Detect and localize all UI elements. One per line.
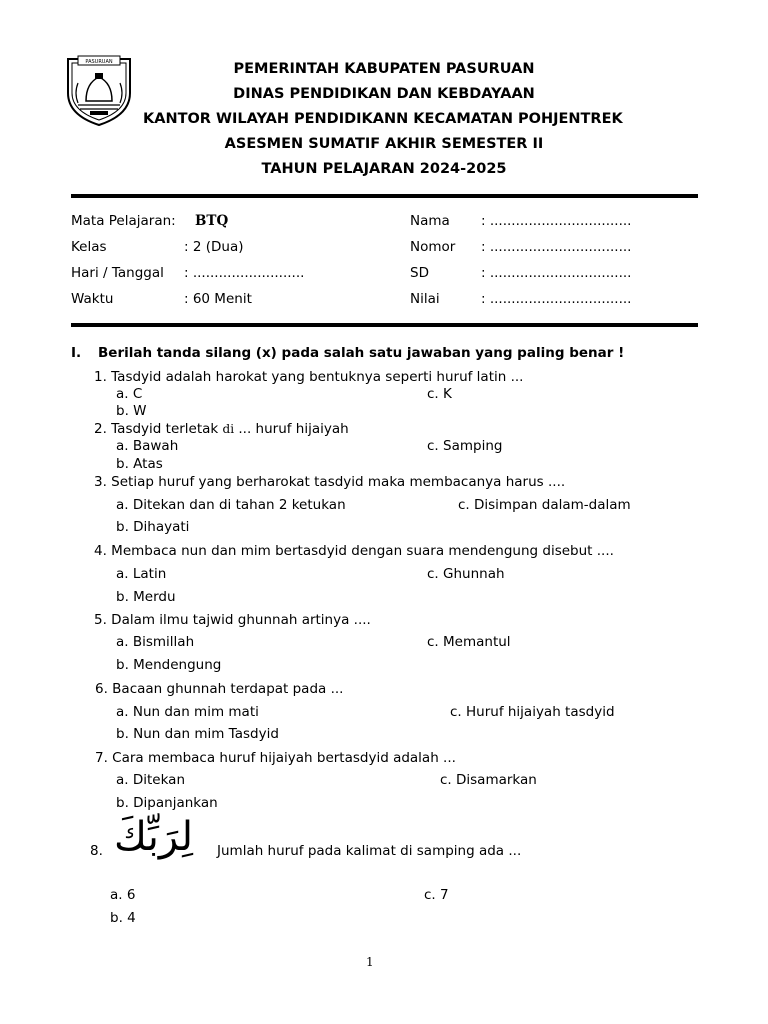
q6-option-c: c. Huruf hijaiyah tasdyid: [450, 704, 615, 720]
day-date-value: : ..........................: [184, 265, 305, 281]
q3-option-c: c. Disimpan dalam-dalam: [458, 497, 631, 513]
q6-option-a: a. Nun dan mim mati: [116, 704, 259, 720]
q2-option-a: a. Bawah: [116, 438, 179, 454]
question-5: 5. Dalam ilmu tajwid ghunnah artinya ....: [94, 612, 371, 628]
question-8-number: 8.: [90, 843, 103, 859]
q5-option-a: a. Bismillah: [116, 634, 195, 650]
question-2: [94, 421, 349, 437]
question-2-text-end: ... huruf hijaiyah: [234, 421, 349, 437]
q3-option-b: b. Dihayati: [116, 519, 190, 535]
question-6: 6. Bacaan ghunnah terdapat pada ...: [95, 681, 344, 697]
question-4: 4. Membaca nun dan mim bertasdyid dengan suara mendengung disebut ....: [94, 543, 614, 559]
header-line-4: ASESMEN SUMATIF AKHIR SEMESTER II: [224, 136, 544, 152]
q7-option-a: a. Ditekan: [116, 772, 186, 788]
section-instruction: Berilah tanda silang (x) pada salah satu jawaban yang paling benar !: [98, 345, 625, 361]
q6-option-b: b. Nun dan mim Tasdyid: [116, 726, 279, 742]
subject-value: BTQ: [195, 213, 229, 229]
time-label: Waktu: [71, 291, 114, 307]
number-label: Nomor: [410, 239, 456, 255]
subject-label: Mata Pelajaran:: [71, 213, 176, 229]
q7-option-c: c. Disamarkan: [440, 772, 537, 788]
class-label: Kelas: [71, 239, 107, 255]
q1-option-c: c. K: [427, 386, 452, 402]
question-8: Jumlah huruf pada kalimat di samping ada ...: [217, 843, 522, 859]
question-7: 7. Cara membaca huruf hijaiyah bertasdyid adalah ...: [95, 750, 456, 766]
q3-option-a: a. Ditekan dan di tahan 2 ketukan: [116, 497, 346, 513]
q8-option-b: b. 4: [110, 910, 136, 926]
q2-option-b: b. Atas: [116, 456, 163, 472]
page-number: 1: [366, 955, 374, 969]
header-line-5: TAHUN PELAJARAN 2024-2025: [261, 161, 507, 177]
number-field: : .................................: [481, 239, 632, 255]
header-divider: [71, 194, 698, 198]
question-1: 1. Tasdyid adalah harokat yang bentuknya seperti huruf latin ...: [94, 369, 524, 385]
logo-label: PASURUAN: [85, 59, 113, 65]
arabic-word: لِرَبِّكَ: [114, 814, 194, 860]
q8-option-a: a. 6: [110, 887, 136, 903]
q5-option-c: c. Memantul: [427, 634, 511, 650]
question-3: 3. Setiap huruf yang berharokat tasdyid maka membacanya harus ....: [94, 474, 566, 490]
question-2-di: di: [222, 422, 235, 436]
school-field: : .................................: [481, 265, 632, 281]
question-2-text-start: 2. Tasdyid terletak: [94, 421, 223, 437]
q1-option-a: a. C: [116, 386, 143, 402]
name-label: Nama: [410, 213, 450, 229]
name-field: : .................................: [481, 213, 632, 229]
info-divider: [71, 323, 698, 327]
score-label: Nilai: [410, 291, 440, 307]
header-line-2: DINAS PENDIDIKAN DAN KEBDAYAAN: [233, 86, 535, 102]
q5-option-b: b. Mendengung: [116, 657, 222, 673]
q1-option-b: b. W: [116, 403, 147, 419]
q8-option-c: c. 7: [424, 887, 449, 903]
q2-option-c: c. Samping: [427, 438, 503, 454]
header-line-3: KANTOR WILAYAH PENDIDIKANN KECAMATAN POHJENTREK: [143, 111, 623, 127]
class-value: : 2 (Dua): [184, 239, 244, 255]
q7-option-b: b. Dipanjankan: [116, 795, 218, 811]
school-label: SD: [410, 265, 429, 281]
time-value: : 60 Menit: [184, 291, 252, 307]
q4-option-b: b. Merdu: [116, 589, 176, 605]
section-number: I.: [71, 345, 82, 361]
header-line-1: PEMERINTAH KABUPATEN PASURUAN: [233, 61, 535, 77]
q4-option-a: a. Latin: [116, 566, 167, 582]
score-field: : .................................: [481, 291, 632, 307]
day-date-label: Hari / Tanggal: [71, 265, 164, 281]
q4-option-c: c. Ghunnah: [427, 566, 505, 582]
